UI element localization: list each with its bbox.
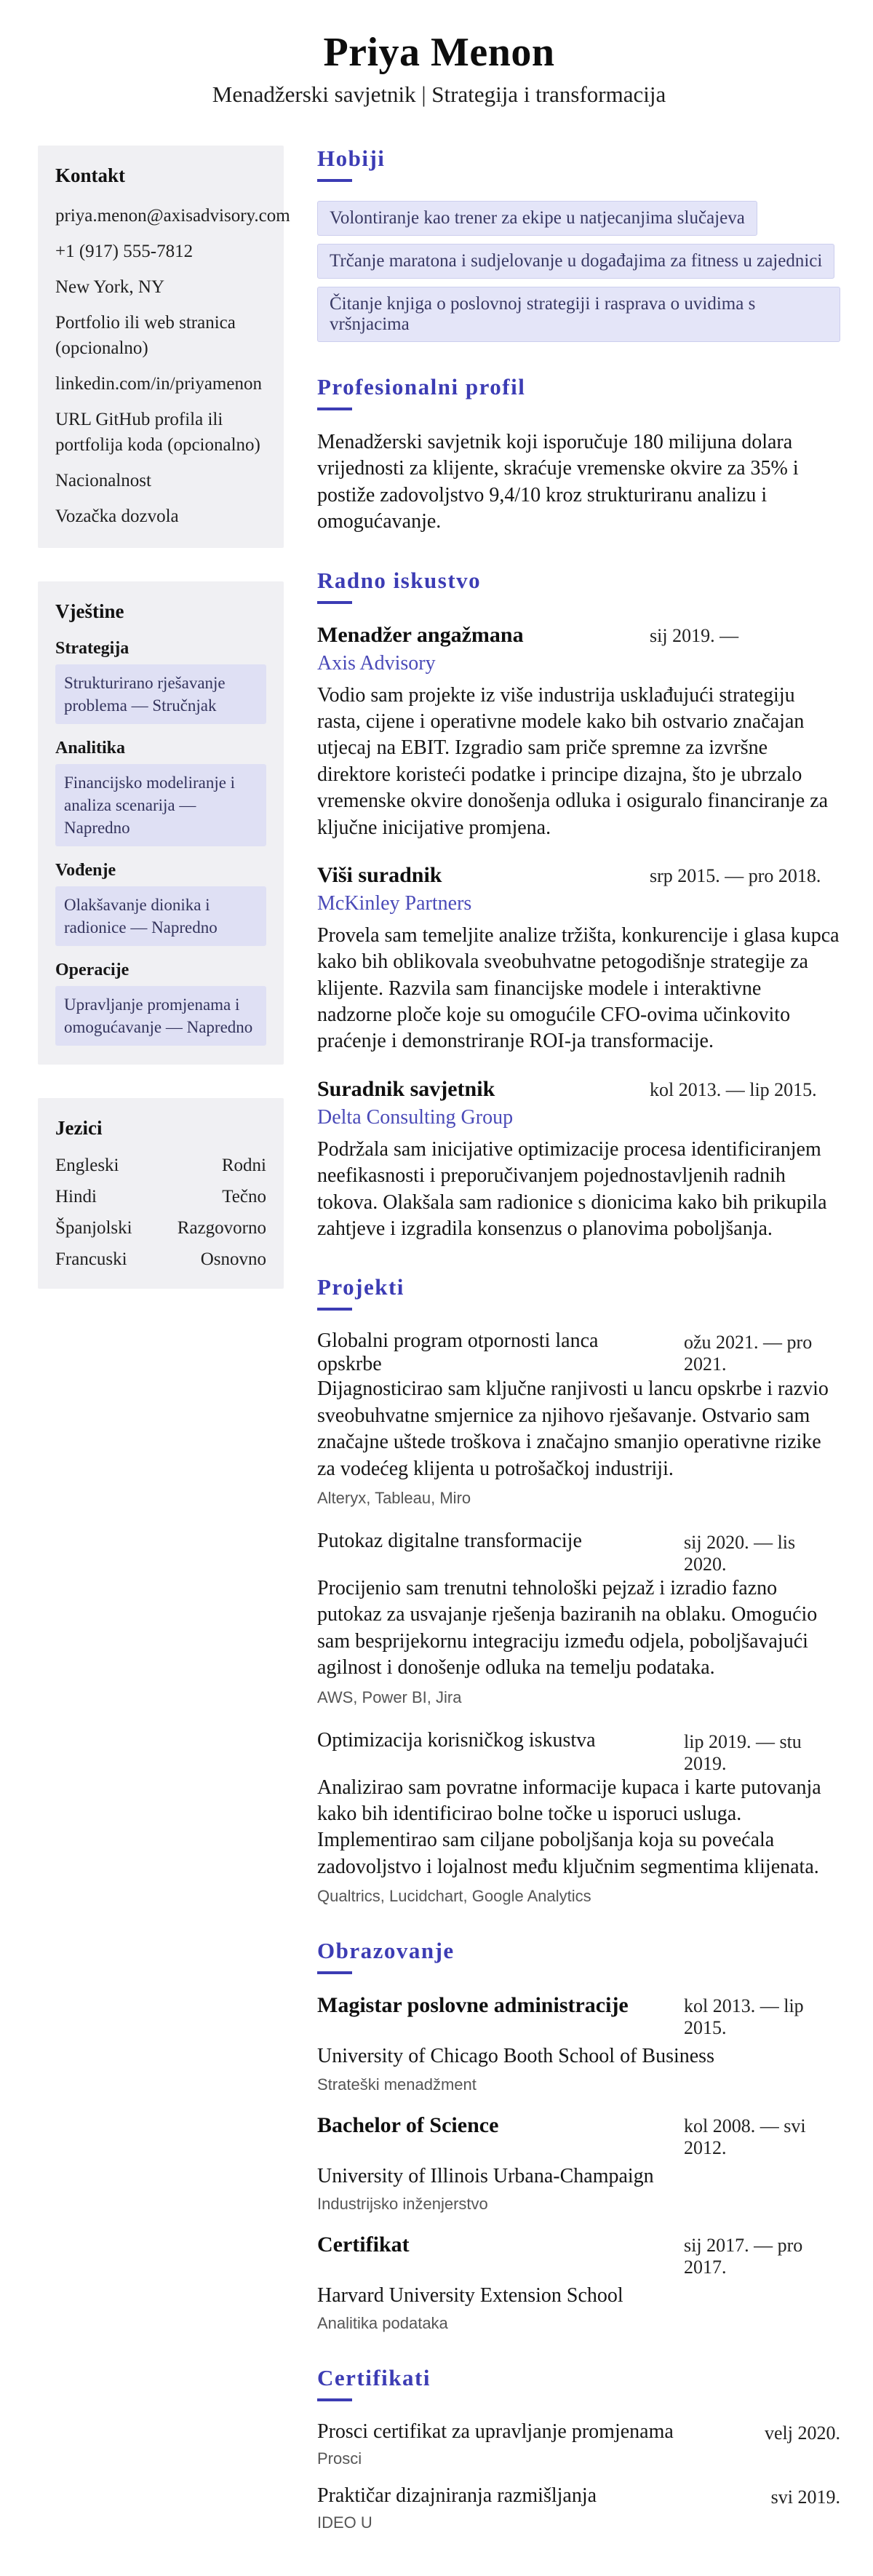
- skill-entry: Financijsko modeliranje i analiza scenarija — Napredno: [55, 764, 266, 846]
- job-company-link[interactable]: McKinley Partners: [317, 891, 472, 915]
- hobby-pill: Volontiranje kao trener za ekipe u natjecanjima slučajeva: [317, 201, 757, 236]
- project-description: Dijagnosticirao sam ključne ranjivosti u lancu opskrbe i razvio sveobuhvatne smjernice za njihovo rješavanje. Ostvario sam značajne uštede troškova i značajno smanjio operativne rizike za vodećeg klijenta u potrošačkoj industriji.: [317, 1378, 829, 1480]
- project-name: Globalni program otpornosti lanca opskrbe: [317, 1329, 599, 1376]
- certification-name: Praktičar dizajniranja razmišljanja: [317, 2484, 597, 2508]
- skills-heading: Vještine: [55, 600, 124, 622]
- job-dates: kol 2013. — lip 2015.: [650, 1078, 817, 1100]
- skill-entry: Strukturirano rješavanje problema — Stručnjak: [55, 664, 266, 724]
- skill-category: Operacije: [55, 961, 129, 980]
- education-degree: Magistar poslovne administracije: [317, 1993, 629, 2018]
- project-dates: lip 2019. — stu 2019.: [684, 1730, 802, 1774]
- section-rule: [317, 2398, 352, 2401]
- contact-github: URL GitHub profila ili portfolija koda (opcionalno): [55, 410, 260, 455]
- education-section: [317, 1938, 840, 2333]
- resume-header: [38, 29, 840, 108]
- projects-section: [317, 1274, 840, 1906]
- skill-group: [55, 861, 266, 946]
- candidate-name: Priya Menon: [323, 30, 555, 75]
- education-school: University of Illinois Urbana-Champaign: [317, 2164, 654, 2187]
- contact-location: New York, NY: [55, 277, 165, 297]
- education-entry: [317, 2233, 840, 2333]
- section-rule: [317, 601, 352, 604]
- project-dates: ožu 2021. — pro 2021.: [684, 1332, 813, 1375]
- project-header-row: [317, 1729, 840, 1775]
- language-row: [55, 1218, 266, 1239]
- languages-section: [38, 1098, 284, 1289]
- job-role: Menadžer angažmana: [317, 622, 524, 647]
- language-level: Tečno: [222, 1187, 266, 1207]
- resume-columns: [38, 146, 840, 2564]
- project-dates: sij 2020. — lis 2020.: [684, 1531, 796, 1575]
- job-entry: [317, 623, 840, 841]
- education-degree: Certifikat: [317, 2232, 410, 2257]
- skill-entry: Upravljanje promjenama i omogućavanje — Napredno: [55, 986, 266, 1046]
- section-rule: [317, 1308, 352, 1311]
- education-detail: Industrijsko inženjerstvo: [317, 2194, 488, 2213]
- hobby-pill: Trčanje maratona i sudjelovanje u događajima za fitness u zajednici: [317, 244, 834, 279]
- profile-heading: Profesionalni profil: [317, 374, 526, 399]
- certification-header-row: [317, 2484, 840, 2508]
- certification-entry: [317, 2484, 840, 2532]
- skill-group: [55, 639, 266, 724]
- project-tools: Alteryx, Tableau, Miro: [317, 1488, 471, 1507]
- education-school: University of Chicago Booth School of Business: [317, 2045, 714, 2068]
- skill-category: Analitika: [55, 739, 126, 758]
- contact-phone: +1 (917) 555-7812: [55, 242, 194, 261]
- job-dates: srp 2015. — pro 2018.: [650, 864, 821, 886]
- job-header-row: [317, 1077, 840, 1102]
- hobbies-section: [317, 146, 840, 342]
- main-content: [317, 146, 840, 2564]
- skills-section: [38, 581, 284, 1065]
- section-rule: [317, 1971, 352, 1974]
- education-dates: kol 2013. — lip 2015.: [684, 1995, 804, 2039]
- project-entry: [317, 1329, 840, 1508]
- language-name: Hindi: [55, 1187, 97, 1207]
- language-name: Engleski: [55, 1156, 119, 1176]
- certifications-section: [317, 2365, 840, 2532]
- certification-entry: [317, 2420, 840, 2468]
- education-header-row: [317, 2113, 840, 2159]
- languages-heading: Jezici: [55, 1117, 103, 1140]
- certification-name: Prosci certifikat za upravljanje promjenama: [317, 2420, 674, 2444]
- project-name: Putokaz digitalne transformacije: [317, 1529, 582, 1552]
- education-school: Harvard University Extension School: [317, 2283, 623, 2307]
- language-row: [55, 1187, 266, 1207]
- job-company-link[interactable]: Delta Consulting Group: [317, 1105, 514, 1129]
- skill-category: Strategija: [55, 639, 129, 658]
- project-description: Procijenio sam trenutni tehnološki pejzaž i izradio fazno putokaz za usvajanje rješenja baziranih na oblaku. Omogućio sam besprijekornu integraciju između odjela, poboljšavajući agilnost i donošenje odluka na temelju podataka.: [317, 1576, 818, 1679]
- hobby-pill: Čitanje knjiga o poslovnoj strategiji i rasprava o uvidima s vršnjacima: [317, 287, 840, 342]
- project-tools: AWS, Power BI, Jira: [317, 1687, 462, 1706]
- job-header-row: [317, 623, 840, 648]
- language-level: Osnovno: [200, 1249, 266, 1270]
- project-description: Analizirao sam povratne informacije kupaca i karte putovanja kako bih identificirao bolne točke u isporuci usluga. Implementirao sam ciljane poboljšanja koja su povećala zadovoljstvo i lojalnost među ključnim segmentima klijenata.: [317, 1776, 821, 1878]
- contact-email: priya.menon@axisadvisory.com: [55, 206, 290, 226]
- project-entry: [317, 1729, 840, 1907]
- projects-heading: Projekti: [317, 1274, 404, 1300]
- job-entry: [317, 863, 840, 1055]
- job-dates: sij 2019. —: [650, 624, 739, 646]
- contact-section: [38, 146, 290, 548]
- language-row: [55, 1249, 266, 1270]
- certification-date: svi 2019.: [770, 2486, 840, 2508]
- job-header-row: [317, 863, 840, 888]
- education-dates: kol 2008. — svi 2012.: [684, 2115, 806, 2158]
- contact-portfolio: Portfolio ili web stranica (opcionalno): [55, 313, 236, 358]
- job-role: Suradnik savjetnik: [317, 1076, 495, 1101]
- language-level: Rodni: [221, 1156, 266, 1176]
- experience-heading: Radno iskustvo: [317, 567, 482, 593]
- education-detail: Strateški menadžment: [317, 2075, 477, 2094]
- language-name: Španjolski: [55, 1218, 132, 1239]
- language-level: Razgovorno: [177, 1218, 266, 1239]
- section-rule: [317, 179, 352, 182]
- education-entry: [317, 1993, 840, 2094]
- skill-entry: Olakšavanje dionika i radionice — Napredno: [55, 886, 266, 946]
- project-entry: [317, 1530, 840, 1707]
- contact-driving-license: Vozačka dozvola: [55, 506, 179, 526]
- education-detail: Analitika podataka: [317, 2314, 448, 2333]
- job-description: Provela sam temeljite analize tržišta, konkurencije i glasa kupca kako bih oblikovala sveobuhvatne petogodišnje strategije za klijente. Razvila sam financijske modele i interaktivne nadzorne ploče koje su omogućile CFO-ovima učinkovito praćenje i demonstriranje ROI-ja transformacije.: [317, 923, 840, 1053]
- job-role: Viši suradnik: [317, 862, 442, 887]
- language-name: Francuski: [55, 1249, 127, 1270]
- section-rule: [317, 408, 352, 410]
- project-header-row: [317, 1329, 840, 1376]
- certification-issuer: IDEO U: [317, 2513, 372, 2532]
- skill-category: Vođenje: [55, 861, 116, 880]
- contact-heading: Kontakt: [55, 164, 126, 186]
- project-tools: Qualtrics, Lucidchart, Google Analytics: [317, 1887, 591, 1906]
- candidate-title: Menadžerski savjetnik | Strategija i transformacija: [212, 82, 666, 107]
- certification-header-row: [317, 2420, 840, 2444]
- profile-section: [317, 374, 840, 536]
- education-header-row: [317, 1993, 840, 2039]
- skill-group: [55, 961, 266, 1046]
- job-description: Podržala sam inicijative optimizacije procesa identificiranjem neefikasnosti i preporučivanjem pojednostavljenih radnih tokova. Olakšala sam radionice s dionicima kako bih prikupila zahtjeve i izgradila konsenzus o planovima poboljšanja.: [317, 1137, 827, 1241]
- education-header-row: [317, 2233, 840, 2278]
- job-company-link[interactable]: Axis Advisory: [317, 651, 436, 675]
- project-name: Optimizacija korisničkog iskustva: [317, 1728, 596, 1752]
- hobbies-heading: Hobiji: [317, 146, 386, 171]
- education-heading: Obrazovanje: [317, 1938, 455, 1964]
- sidebar: [38, 146, 290, 1322]
- certification-date: velj 2020.: [765, 2422, 840, 2444]
- contact-linkedin: linkedin.com/in/priyamenon: [55, 374, 262, 394]
- skill-group: [55, 739, 266, 846]
- contact-nationality: Nacionalnost: [55, 471, 151, 490]
- profile-text: Menadžerski savjetnik koji isporučuje 180 milijuna dolara vrijednosti za klijente, skraćuje vremenske okvire za 35% i postiže zadovoljstvo 9,4/10 kroz strukturiranu analizu i omogućavanje.: [317, 431, 799, 533]
- education-degree: Bachelor of Science: [317, 2112, 499, 2137]
- job-entry: [317, 1077, 840, 1243]
- experience-section: [317, 568, 840, 1243]
- project-header-row: [317, 1530, 840, 1575]
- education-dates: sij 2017. — pro 2017.: [684, 2234, 803, 2278]
- language-row: [55, 1156, 266, 1176]
- certification-issuer: Prosci: [317, 2449, 362, 2468]
- job-description: Vodio sam projekte iz više industrija usklađujući strategiju rasta, cijene i operativne modele kako bih ostvario značajan utjecaj na EBIT. Izgradio sam priče spremne za izvršne direktore koristeći podatke i principe dizajna, što je ubrzalo vremenske okvire donošenja odluka i osiguralo financiranje za ključne inicijative promjena.: [317, 683, 829, 839]
- education-entry: [317, 2113, 840, 2214]
- certifications-heading: Certifikati: [317, 2365, 431, 2391]
